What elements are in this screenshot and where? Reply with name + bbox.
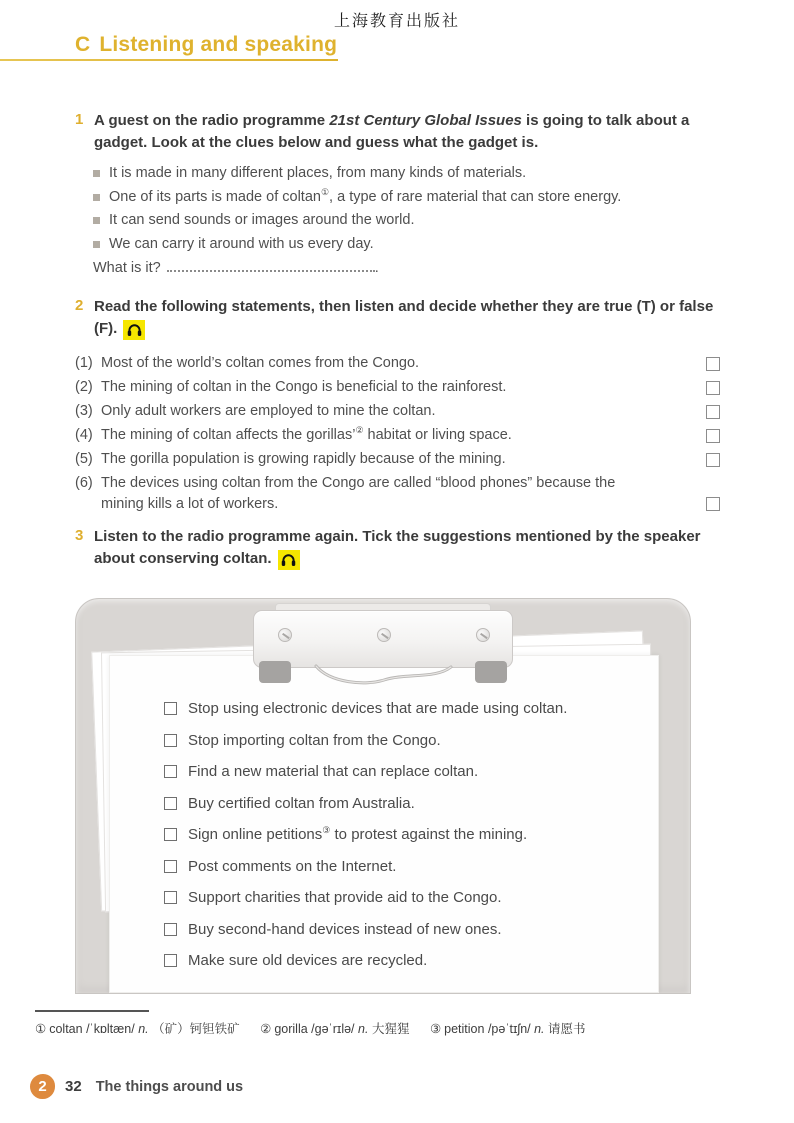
statement-text <box>101 473 659 514</box>
unit-number-badge: 2 <box>30 1074 55 1099</box>
footnote-ref: ① <box>320 186 330 197</box>
footnote-entry <box>35 1022 243 1036</box>
suggestion-checkbox[interactable] <box>164 828 177 841</box>
true-false-checkbox[interactable] <box>706 357 720 371</box>
footnote-meaning: 大猩猩 <box>371 1022 410 1036</box>
statement-row <box>75 425 720 446</box>
suggestion-checkbox[interactable] <box>164 765 177 778</box>
statement-number: (5) <box>75 451 93 467</box>
clip-wire <box>308 663 458 689</box>
suggestion-checkbox[interactable] <box>164 891 177 904</box>
exercise-3-number: 3 <box>75 527 84 544</box>
statement-text <box>101 449 659 470</box>
suggestion-checkbox[interactable] <box>164 860 177 873</box>
question-end: . <box>374 260 379 276</box>
footnote-ref: ③ <box>322 825 331 835</box>
suggestion-checkbox[interactable] <box>164 702 177 715</box>
statement-number: (1) <box>75 355 93 371</box>
section-letter: C <box>75 33 91 56</box>
clue-text <box>109 236 374 253</box>
suggestion-item <box>164 763 634 781</box>
prompt-text: Listen to the radio programme again. Tick the suggestions mentioned by the speaker about conserving coltan. <box>94 528 701 567</box>
statement-text-run: The mining of coltan in the Congo is beneficial to the rainforest. <box>101 379 507 395</box>
suggestion-text-run: Buy second-hand devices instead of new ones. <box>188 920 502 938</box>
true-false-checkbox[interactable] <box>706 381 720 395</box>
headphones-icon[interactable] <box>278 550 300 570</box>
clip-plate <box>253 610 513 668</box>
true-false-checkbox[interactable] <box>706 429 720 443</box>
clue-item <box>93 165 720 182</box>
suggestion-item <box>164 921 634 939</box>
prompt-text: A guest on the radio programme <box>94 112 330 129</box>
publisher-name: 上海教育出版社 <box>333 13 460 30</box>
suggestion-item <box>164 826 634 844</box>
statement-text-run: The gorilla population is growing rapidly because of the mining. <box>101 451 506 467</box>
clip-pad <box>475 661 507 683</box>
suggestion-text-run: Stop importing coltan from the Congo. <box>188 731 441 749</box>
footnote-word: coltan <box>49 1022 83 1036</box>
true-false-checkbox[interactable] <box>706 405 720 419</box>
suggestion-text-run: Buy certified coltan from Australia. <box>188 794 415 812</box>
statement-row <box>75 401 720 422</box>
screw-icon <box>377 628 391 642</box>
page-number: 32 <box>65 1078 82 1095</box>
clue-text-run: We can carry it around with us every day. <box>109 235 374 252</box>
clue-item <box>93 212 720 229</box>
footnote-meaning: 请愿书 <box>548 1022 586 1036</box>
exercise-1-prompt <box>94 110 720 154</box>
suggestion-text-run: to protest against the mining. <box>330 826 528 843</box>
statement-row <box>75 377 720 398</box>
suggestion-checkbox[interactable] <box>164 923 177 936</box>
statement-text <box>101 401 659 422</box>
unit-title: The things around us <box>95 1078 244 1095</box>
section-underline <box>0 59 338 61</box>
footnote-pos: n. <box>138 1022 149 1036</box>
footnote-entry <box>260 1022 413 1036</box>
statement-text-run: habitat or living space. <box>363 427 512 443</box>
statement-text-run: The mining of coltan affects the gorillas’ <box>101 427 356 443</box>
suggestion-item <box>164 952 634 970</box>
statement-list <box>75 353 720 514</box>
suggestion-text-run: Make sure old devices are recycled. <box>188 952 428 969</box>
suggestion-checkbox[interactable] <box>164 797 177 810</box>
statement-row <box>75 353 720 374</box>
statement-text <box>101 377 659 398</box>
footnote-phonetic: /ˈkɒltæn/ <box>86 1022 135 1036</box>
suggestion-item <box>164 732 634 750</box>
suggestion-label <box>188 858 396 876</box>
suggestion-label <box>188 732 441 750</box>
suggestion-checklist <box>164 700 634 984</box>
footnote-word: petition <box>444 1022 485 1036</box>
section-title: Listening and speaking <box>99 33 338 56</box>
clue-text-run: It is made in many different places, from many kinds of materials. <box>109 165 527 181</box>
clue-text <box>109 186 622 206</box>
statement-text <box>101 425 659 446</box>
clue-text-run: , a type of rare material that can store energy. <box>329 188 622 205</box>
statement-row <box>75 449 720 470</box>
footnote-phonetic: /ɡəˈrɪlə/ <box>311 1022 355 1036</box>
clue-text-run: It can send sounds or images around the world. <box>109 212 415 228</box>
clue-text <box>109 212 414 229</box>
true-false-checkbox[interactable] <box>706 497 720 511</box>
clipboard-illustration <box>75 598 691 994</box>
footnote-word: gorilla <box>274 1022 308 1036</box>
footnote-rule <box>35 1010 149 1012</box>
exercise-1 <box>75 110 720 276</box>
programme-title: 21st Century Global Issues <box>329 112 522 129</box>
suggestion-label <box>188 763 478 781</box>
exercise-3 <box>75 526 720 570</box>
statement-text <box>101 353 659 374</box>
suggestion-text-run: Post comments on the Internet. <box>188 857 397 875</box>
footnote-pos: n. <box>358 1022 369 1036</box>
prompt-text: is going to talk about a gadget. Look at the clues below and guess what the gadget is. <box>94 112 690 151</box>
exercise-2-prompt <box>94 296 720 340</box>
footnote-entry <box>430 1022 586 1036</box>
statement-number: (6) <box>75 475 93 491</box>
exercise-2-number: 2 <box>75 297 84 314</box>
screw-icon <box>476 628 490 642</box>
clue-text <box>109 165 526 182</box>
statement-text-run: The devices using coltan from the Congo are called “blood phones” because the mining kills a lot of workers. <box>101 475 616 512</box>
clipboard-clip <box>253 603 513 703</box>
suggestion-label <box>188 921 502 939</box>
clue-list <box>75 165 720 253</box>
suggestion-label <box>188 889 502 907</box>
suggestion-text-run: Support charities that provide aid to the Congo. <box>188 889 502 906</box>
suggestion-text-run: Stop using electronic devices that are made using coltan. <box>188 700 568 717</box>
exercise-3-prompt <box>94 526 720 570</box>
answer-blank[interactable] <box>167 259 375 272</box>
square-bullet-icon <box>93 217 100 224</box>
suggestion-item <box>164 795 634 813</box>
suggestion-label <box>188 795 415 813</box>
footnote-ref: ② <box>355 425 364 436</box>
footnote-pos: n. <box>534 1022 545 1036</box>
footnote-meaning: （矿）钶钽铁矿 <box>152 1022 240 1036</box>
square-bullet-icon <box>93 241 100 248</box>
question-line <box>75 259 720 276</box>
footnote-phonetic: /pəˈtɪʃn/ <box>487 1022 531 1036</box>
true-false-checkbox[interactable] <box>706 453 720 467</box>
statement-number: (2) <box>75 379 93 395</box>
page-footer <box>30 1074 243 1099</box>
statement-row <box>75 473 720 514</box>
footnotes <box>35 1019 755 1037</box>
statement-number: (3) <box>75 403 93 419</box>
paper-sheet-front <box>109 655 659 993</box>
statement-text-run: Only adult workers are employed to mine the coltan. <box>101 403 436 419</box>
exercise-1-number: 1 <box>75 111 84 128</box>
clue-item <box>93 186 720 206</box>
footnote-marker: ③ <box>429 1022 442 1036</box>
suggestion-item <box>164 889 634 907</box>
square-bullet-icon <box>93 194 100 201</box>
statement-number: (4) <box>75 427 93 443</box>
suggestion-checkbox[interactable] <box>164 954 177 967</box>
prompt-text: Read the following statements, then listen and decide whether they are true (T) or false (F). <box>94 298 714 337</box>
suggestion-text-run: Sign online petitions <box>188 826 323 843</box>
section-heading <box>75 33 337 57</box>
headphones-icon[interactable] <box>123 320 145 340</box>
screw-icon <box>278 628 292 642</box>
suggestion-item <box>164 858 634 876</box>
exercise-2 <box>75 296 720 518</box>
suggestion-text-run: Find a new material that can replace coltan. <box>188 763 479 780</box>
footnote-marker: ② <box>260 1022 272 1036</box>
clip-pad <box>259 661 291 683</box>
clue-item <box>93 236 720 253</box>
footnote-marker: ① <box>35 1022 47 1036</box>
clue-text-run: One of its parts is made of coltan <box>109 188 321 205</box>
statement-text-run: Most of the world’s coltan comes from the Congo. <box>101 355 420 371</box>
suggestion-label <box>188 952 427 970</box>
suggestion-label <box>188 826 527 844</box>
question-label: What is it? <box>93 260 161 276</box>
square-bullet-icon <box>93 170 100 177</box>
suggestion-checkbox[interactable] <box>164 734 177 747</box>
